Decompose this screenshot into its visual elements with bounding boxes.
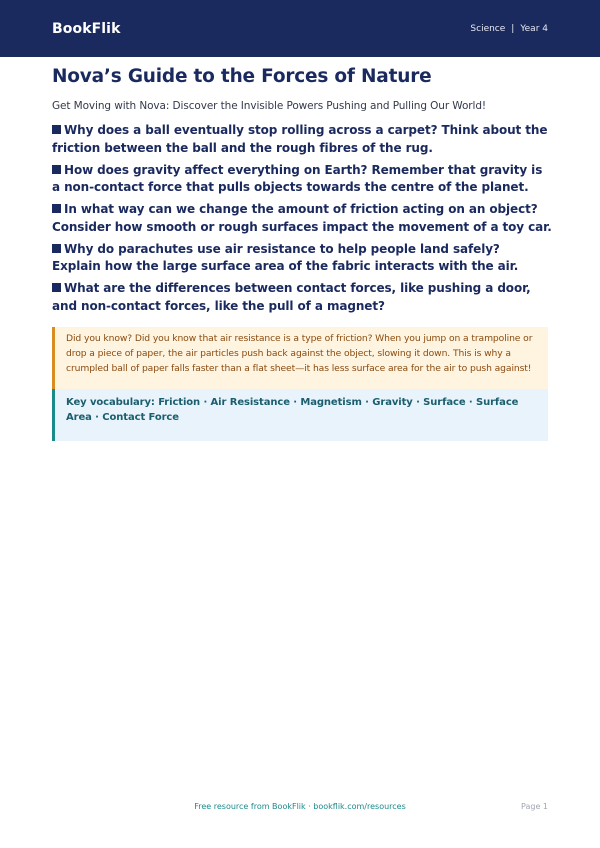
question-item xyxy=(52,280,552,315)
square-bullet-icon xyxy=(52,283,61,292)
page-number: Page 1 xyxy=(521,802,548,811)
did-you-know-callout: Did you know? Did you know that air resistance is a type of friction? When you jump on a trampoline or drop a piece of paper, the air particles push back against the object, slowing it down. This is why a crumpled ball of paper falls faster than a flat sheet—it has less surface area for the air to push against! xyxy=(52,327,548,389)
question-item xyxy=(52,241,552,276)
year-label: Year 4 xyxy=(520,23,548,34)
question-text: What are the differences between contact forces, like pushing a door, and non-contact forces, like the pull of a magnet? xyxy=(52,281,531,313)
question-text: In what way can we change the amount of friction acting on an object? Consider how smooth or rough surfaces impact the movement of a toy car. xyxy=(52,202,552,234)
square-bullet-icon xyxy=(52,204,61,213)
header-meta xyxy=(470,24,548,34)
page-subtitle: Get Moving with Nova: Discover the Invisible Powers Pushing and Pulling Our World! xyxy=(52,100,486,112)
footer-resource-link[interactable]: Free resource from BookFlik · bookflik.com/resources xyxy=(194,802,406,811)
question-item xyxy=(52,162,552,197)
meta-separator: | xyxy=(511,23,515,34)
question-text: Why do parachutes use air resistance to help people land safely? Explain how the large surface area of the fabric interacts with the air. xyxy=(52,241,519,273)
brand-logo[interactable]: BookFlik xyxy=(52,20,121,37)
question-list xyxy=(52,122,552,320)
page-title: Nova’s Guide to the Forces of Nature xyxy=(52,66,432,87)
subject-label: Science xyxy=(470,23,506,34)
square-bullet-icon xyxy=(52,125,61,134)
square-bullet-icon xyxy=(52,165,61,174)
square-bullet-icon xyxy=(52,244,61,253)
question-text: Why does a ball eventually stop rolling across a carpet? Think about the friction between the ball and the rough fibres of the rug. xyxy=(52,123,548,155)
question-item xyxy=(52,122,552,157)
page-header xyxy=(0,0,600,57)
question-item xyxy=(52,201,552,236)
question-text: How does gravity affect everything on Earth? Remember that gravity is a non-contact force that pulls objects towards the centre of the planet. xyxy=(52,162,543,194)
key-vocabulary-box: Key vocabulary: Friction · Air Resistance · Magnetism · Gravity · Surface · Surface Area · Contact Force xyxy=(52,389,548,441)
